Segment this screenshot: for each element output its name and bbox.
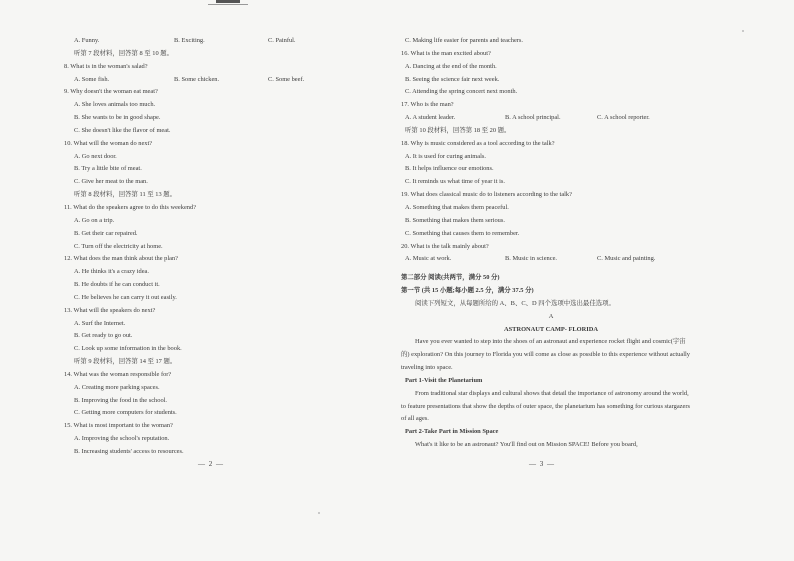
option-b: B. Exciting.	[174, 37, 205, 44]
scan-speck	[742, 30, 744, 32]
text-line: 听第 10 段材料，回答第 18 至 20 题。	[405, 126, 511, 134]
option-b: B. A school principal.	[505, 114, 561, 122]
paragraph-3: What's it like to be an astronaut? You'll find out on Mission SPACE! Before you board,	[415, 441, 638, 449]
option-row	[401, 253, 701, 266]
question-line: 16. What is the man excited about?	[401, 49, 491, 57]
text-line: B. Something that makes them serious.	[405, 216, 505, 224]
passage-title: ASTRONAUT CAMP- FLORIDA	[504, 325, 598, 333]
question-line: 11. What do the speakers agree to do this weekend?	[64, 203, 197, 211]
page-number-right: — 3 —	[529, 460, 555, 468]
option-a: A. Funny.	[74, 37, 100, 44]
text-line: B. Get their car repaired.	[74, 229, 138, 237]
option-b: B. Some chicken.	[174, 75, 220, 83]
text-line: 听第 8 段材料，回答第 11 至 13 题。	[74, 191, 177, 199]
text-line: C. Turn off the electricity at home.	[74, 242, 163, 250]
passage-letter: A	[548, 312, 554, 320]
text-line: A. Surf the Internet.	[74, 319, 126, 327]
text-line: B. Get ready to go out.	[74, 332, 133, 340]
option-c: C. Music and painting.	[597, 255, 656, 263]
text-line: A. Dancing at the end of the month.	[405, 62, 497, 70]
text-line: A. She loves animals too much.	[74, 101, 156, 109]
text-line: B. It helps influence our emotions.	[405, 165, 494, 173]
page-number-left: — 2 —	[198, 460, 224, 468]
option-c: C. Painful.	[268, 37, 296, 44]
question-line: 10. What will the woman do next?	[64, 139, 153, 147]
right-page	[397, 0, 794, 561]
option-c: C. Some beef.	[268, 75, 305, 83]
option-b: B. Music in science.	[505, 255, 558, 263]
text-line: A. Go next door.	[74, 152, 117, 160]
text-line: A. Improving the school's reputation.	[74, 435, 170, 443]
text-line: C. Look up some information in the book.	[74, 345, 182, 353]
question-line: 9. Why doesn't the woman eat meat?	[64, 88, 158, 96]
scan-speck	[318, 512, 320, 514]
question-line: 13. What will the speakers do next?	[64, 306, 156, 314]
question-line: 17. Who is the man?	[401, 101, 454, 109]
option-a: A. A student leader.	[405, 114, 456, 122]
text-line: A. Creating more parking spaces.	[74, 383, 160, 391]
section-title: 第二部分 阅读(共两节，满分 50 分)	[401, 274, 500, 282]
right-column	[401, 35, 701, 452]
text-line: C. Attending the spring concert next month.	[405, 88, 518, 96]
option-a: A. Music at work.	[405, 255, 452, 263]
instruction: 阅读下列短文，从每题所给的 A、B、C、D 四个选项中选出最佳选项。	[415, 299, 615, 307]
paragraph-2: From traditional star displays and cultural shows that detail the importance of astronomy around the world, to feature presentations that show the depths of outer space, the planetarium has something for curious stargazers of all ages.	[401, 389, 690, 423]
question-line: 15. What is most important to the woman?	[64, 422, 173, 430]
text-line: 听第 9 段材料，回答第 14 至 17 题。	[74, 358, 177, 366]
section-subtitle: 第一节 (共 15 小题;每小题 2.5 分，满分 37.5 分)	[401, 287, 534, 295]
text-line: A. Go on a trip.	[74, 216, 115, 224]
text-line: B. Improving the food in the school.	[74, 396, 168, 404]
text-line: C. He believes he can carry it out easily.	[74, 293, 177, 301]
left-column	[64, 35, 364, 459]
text-line: C. Getting more computers for students.	[74, 409, 177, 417]
text-line: B. He doubts if he can conduct it.	[74, 281, 160, 289]
question-line: 20. What is the talk mainly about?	[401, 242, 489, 250]
question-line: 8. What is in the woman's salad?	[64, 62, 148, 70]
question-line: 19. What does classical music do to listeners according to the talk?	[401, 191, 572, 199]
question-line: 12. What does the man think about the plan?	[64, 255, 178, 263]
header-mark	[216, 0, 240, 3]
text-line: B. Try a little bite of meat.	[74, 165, 142, 173]
option-row	[401, 112, 701, 125]
header-rule	[208, 4, 248, 5]
text-line: C. Something that causes them to remember.	[405, 229, 520, 237]
text-line: C. It reminds us what time of year it is.	[405, 178, 505, 186]
paragraph-1: Have you ever wanted to step into the shoes of an astronaut and experience rocket flight and cosmic(宇宙的) exploration? On this journey to Florida you will come as close as possible to this experience without actually traveling into space.	[401, 338, 690, 372]
text-line: C. Give her meat to the man.	[74, 178, 148, 186]
text-line: C. Making life easier for parents and teachers.	[405, 37, 524, 44]
option-row	[64, 35, 364, 48]
question-line: 14. What was the woman responsible for?	[64, 370, 172, 378]
text-line: B. She wants to be in good shape.	[74, 114, 161, 122]
part-2-title: Part 2-Take Part in Mission Space	[405, 428, 499, 436]
option-c: C. A school reporter.	[597, 114, 650, 122]
text-line: A. It is used for curing animals.	[405, 152, 486, 160]
option-a: A. Some fish.	[74, 75, 110, 83]
text-line: A. Something that makes them peaceful.	[405, 203, 509, 211]
option-row	[64, 74, 364, 87]
text-line: A. He thinks it's a crazy idea.	[74, 268, 149, 276]
text-line: C. She doesn't like the flavor of meat.	[74, 126, 171, 134]
text-line: B. Increasing students' access to resources.	[74, 448, 184, 455]
text-line: 听第 7 段材料，回答第 8 至 10 题。	[74, 49, 174, 57]
part-1-title: Part 1-Visit the Planetarium	[405, 376, 483, 384]
text-line: B. Seeing the science fair next week.	[405, 75, 500, 83]
question-line: 18. Why is music considered as a tool according to the talk?	[401, 139, 555, 147]
